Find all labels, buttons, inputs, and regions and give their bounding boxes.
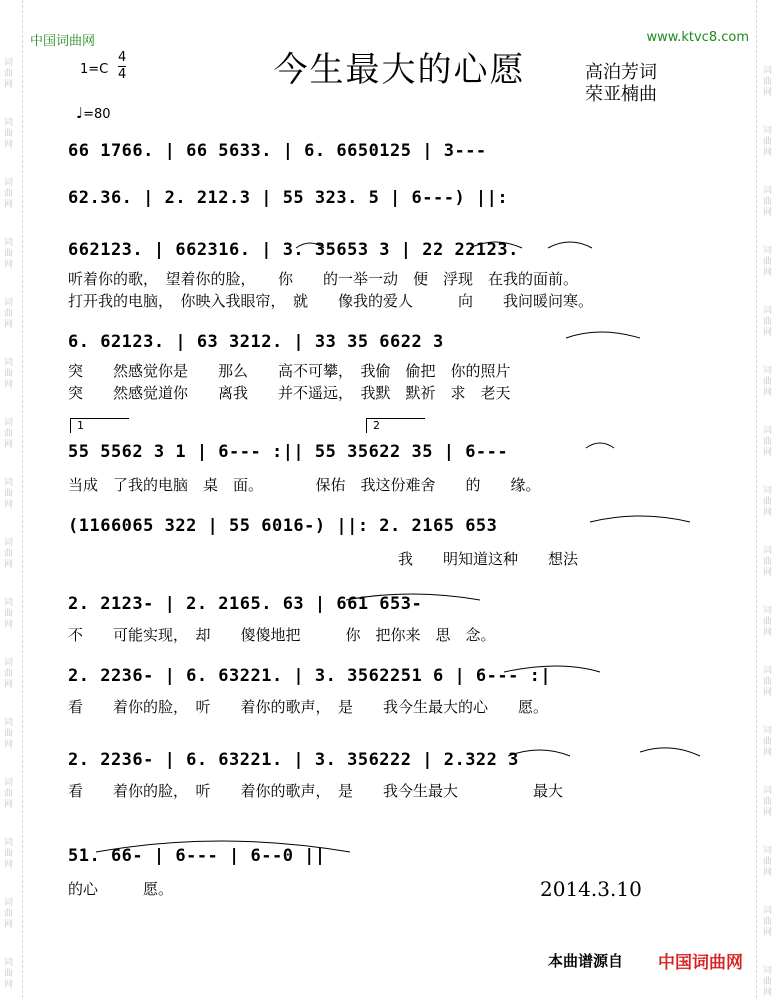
- side-watermark: 词曲网: [762, 126, 772, 158]
- side-watermark: 词曲网: [762, 66, 772, 98]
- side-watermark: 词曲网: [3, 358, 13, 390]
- side-watermark: 词曲网: [3, 298, 13, 330]
- lyric-row-8: 看 着你的脸， 听 着你的歌声， 是 我今生最大的心 愿。: [68, 698, 549, 716]
- slur-arc: [504, 666, 600, 672]
- meter-top: 4: [118, 50, 127, 65]
- lyric-row-9: 看 着你的脸， 听 着你的歌声， 是 我今生最大 最大: [68, 782, 564, 800]
- slur-arc: [586, 443, 614, 448]
- notation-row-7: 2. 2123- | 2. 2165. 63 | 661 653-: [68, 594, 423, 614]
- side-watermark: 词曲网: [762, 246, 772, 278]
- side-watermark: 词曲网: [762, 666, 772, 698]
- key-signature: 1=C: [80, 62, 109, 77]
- side-watermark: 词曲网: [3, 418, 13, 450]
- notation-row-5: 55 5562 3 1 | 6--- :|| 55 35622 35 | 6---: [68, 442, 509, 462]
- side-watermark: 词曲网: [762, 186, 772, 218]
- side-watermark: 词曲网: [3, 478, 13, 510]
- side-watermark: 词曲网: [3, 538, 13, 570]
- side-watermark: 词曲网: [762, 846, 772, 878]
- lyric-row-6: 我 明知道这种 想法: [68, 550, 579, 568]
- footer-source-site[interactable]: 中国词曲网: [658, 953, 743, 973]
- slur-arc: [640, 748, 700, 756]
- notation-row-4: 6. 62123. | 63 3212. | 33 35 6622 3: [68, 332, 444, 352]
- site-name-left[interactable]: 中国词曲网: [30, 34, 96, 49]
- side-watermark: 词曲网: [3, 898, 13, 930]
- notation-row-3: 662123. | 662316. | 3. 35653 3 | 22 22123.: [68, 240, 519, 260]
- lyric-row-7: 不 可能实现， 却 傻傻地把 你 把你来 思 念。: [68, 626, 496, 644]
- side-watermark: 词曲网: [3, 778, 13, 810]
- quarter-note-icon: ♩: [76, 104, 84, 122]
- slur-arc: [508, 750, 570, 756]
- slur-arc: [96, 841, 350, 852]
- slur-arc: [548, 242, 592, 248]
- side-watermark: 词曲网: [762, 486, 772, 518]
- slur-arc: [296, 243, 324, 248]
- side-watermark: 词曲网: [762, 306, 772, 338]
- notation-row-9: 2. 2236- | 6. 63221. | 3. 356222 | 2.322 3: [68, 750, 519, 770]
- composer-credit: 荣亚楠曲: [585, 84, 657, 105]
- notation-row-2: 62.36. | 2. 212.3 | 55 323. 5 | 6---) ||:: [68, 188, 509, 208]
- first-ending-label: 1: [77, 419, 84, 432]
- composition-date: 2014.3.10: [540, 877, 642, 901]
- footer-source-label: 本曲谱源自: [548, 952, 624, 970]
- slur-arc: [566, 332, 640, 338]
- slur-arc: [470, 242, 522, 248]
- site-url-right[interactable]: www.ktvc8.com: [646, 30, 749, 45]
- notation-row-8: 2. 2236- | 6. 63221. | 3. 3562251 6 | 6--- :|: [68, 666, 552, 686]
- second-ending-label: 2: [373, 419, 380, 432]
- lyric-row-4b: 突 然感觉道你 离我 并不遥远， 我默 默祈 求 老天: [68, 384, 511, 402]
- notation-row-1: 66 1766. | 66 5633. | 6. 6650125 | 3---: [68, 141, 487, 161]
- lyric-row-10: 的心 愿。: [68, 880, 174, 898]
- side-watermark: 词曲网: [3, 58, 13, 90]
- notation-row-6: (1166065 322 | 55 6016-) ||: 2. 2165 653: [68, 516, 498, 536]
- notation-row-10: 51. 66- | 6--- | 6--0 ||: [68, 846, 326, 866]
- lyric-row-5: 当成 了我的电脑 桌 面。 保佑 我这份难舍 的 缘。: [68, 476, 541, 494]
- side-watermark: 词曲网: [3, 118, 13, 150]
- side-watermark: 词曲网: [3, 658, 13, 690]
- tempo-value: =80: [83, 107, 111, 122]
- slur-arc: [346, 594, 480, 600]
- lyricist-credit: 高泊芳词: [585, 62, 657, 83]
- side-watermark: 词曲网: [762, 726, 772, 758]
- side-watermark: 词曲网: [3, 958, 13, 990]
- side-watermark: 词曲网: [762, 546, 772, 578]
- side-watermark: 词曲网: [3, 838, 13, 870]
- meter-bottom: 4: [118, 67, 127, 82]
- side-watermark: 词曲网: [762, 426, 772, 458]
- lyric-row-3b: 打开我的电脑， 你映入我眼帘， 就 像我的爱人 向 我问暖问寒。: [68, 292, 594, 310]
- lyric-row-4a: 突 然感觉你是 那么 高不可攀， 我偷 偷把 你的照片: [68, 362, 511, 380]
- side-watermark: 词曲网: [762, 366, 772, 398]
- side-watermark: 词曲网: [3, 718, 13, 750]
- side-watermark: 词曲网: [762, 606, 772, 638]
- side-watermark: 词曲网: [762, 786, 772, 818]
- side-watermark: 词曲网: [3, 238, 13, 270]
- side-watermark: 词曲网: [762, 906, 772, 938]
- lyric-row-3a: 听着你的歌， 望着你的脸， 你 的一举一动 便 浮现 在我的面前。: [68, 270, 579, 288]
- side-watermark: 词曲网: [762, 966, 772, 998]
- song-title: 今生最大的心愿: [273, 50, 526, 90]
- side-watermark: 词曲网: [3, 178, 13, 210]
- slur-arc: [590, 516, 690, 522]
- side-watermark: 词曲网: [3, 598, 13, 630]
